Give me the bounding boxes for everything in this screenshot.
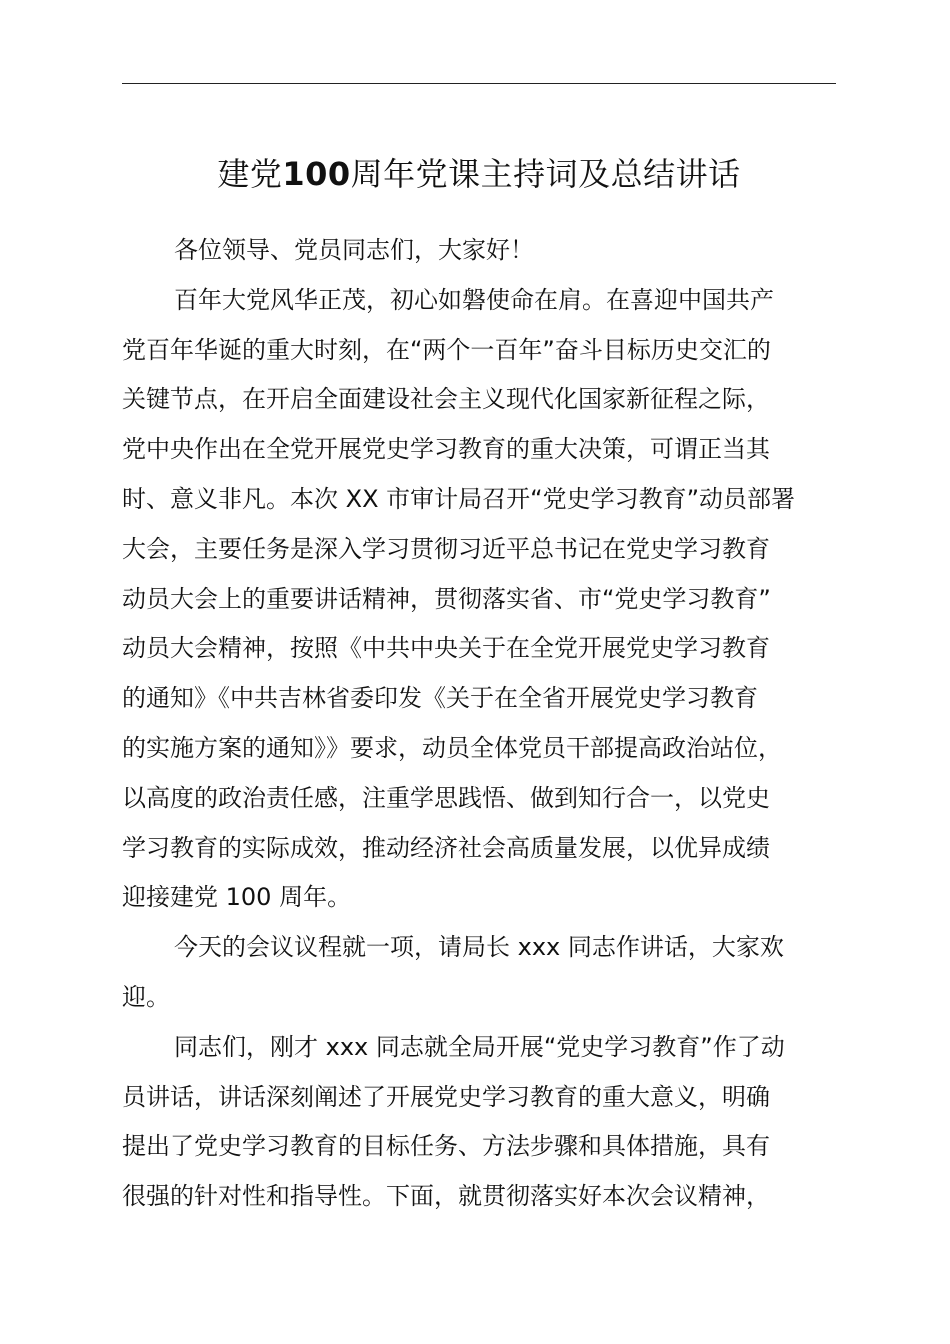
- body-line: 的实施方案的通知》》要求，动员全体党员干部提高政治站位，: [122, 733, 782, 762]
- header-rule: [122, 83, 836, 84]
- body-line: 时、意义非凡。本次 XX 市审计局召开“党史学习教育”动员部署: [122, 484, 796, 513]
- body-line: 关键节点，在开启全面建设社会主义现代化国家新征程之际，: [122, 385, 770, 414]
- document-title: [122, 148, 836, 200]
- title-number: 100: [282, 155, 351, 193]
- body-line: 迎。: [122, 982, 170, 1011]
- body-line: 党中央作出在全党开展党史学习教育的重大决策，可谓正当其: [122, 435, 770, 464]
- body-line: 今天的会议议程就一项，请局长 xxx 同志作讲话，大家欢: [174, 933, 784, 962]
- body-line: 百年大党风华正茂，初心如磐使命在肩。在喜迎中国共产: [174, 285, 774, 314]
- body-line: 的通知》《中共吉林省委印发《关于在全省开展党史学习教育: [122, 684, 758, 713]
- title-prefix: 建党: [217, 155, 283, 193]
- body-line: 大会，主要任务是深入学习贯彻习近平总书记在党史学习教育: [122, 534, 770, 563]
- body-line: 学习教育的实际成效，推动经济社会高质量发展，以优异成绩: [122, 833, 770, 862]
- body-line-greeting: 各位领导、党员同志们，大家好！: [174, 236, 534, 264]
- body-line: 动员大会精神，按照《中共中央关于在全党开展党史学习教育: [122, 634, 770, 663]
- body-line: 党百年华诞的重大时刻，在“两个一百年”奋斗目标历史交汇的: [122, 335, 771, 364]
- body-line: 以高度的政治责任感，注重学思践悟、做到知行合一，以党史: [122, 783, 770, 812]
- body-line: 动员大会上的重要讲话精神，贯彻落实省、市“党史学习教育”: [122, 584, 771, 613]
- body-line: 同志们，刚才 xxx 同志就全局开展“党史学习教育”作了动: [174, 1032, 785, 1061]
- body-line: 员讲话，讲话深刻阐述了开展党史学习教育的重大意义，明确: [122, 1082, 770, 1111]
- body-line: 提出了党史学习教育的目标任务、方法步骤和具体措施，具有: [122, 1132, 770, 1161]
- document-body: [122, 226, 836, 1222]
- title-suffix: 周年党课主持词及总结讲话: [350, 155, 741, 193]
- body-line: 迎接建党 100 周年。: [122, 883, 352, 912]
- body-line: 很强的针对性和指导性。下面，就贯彻落实好本次会议精神，: [122, 1182, 770, 1211]
